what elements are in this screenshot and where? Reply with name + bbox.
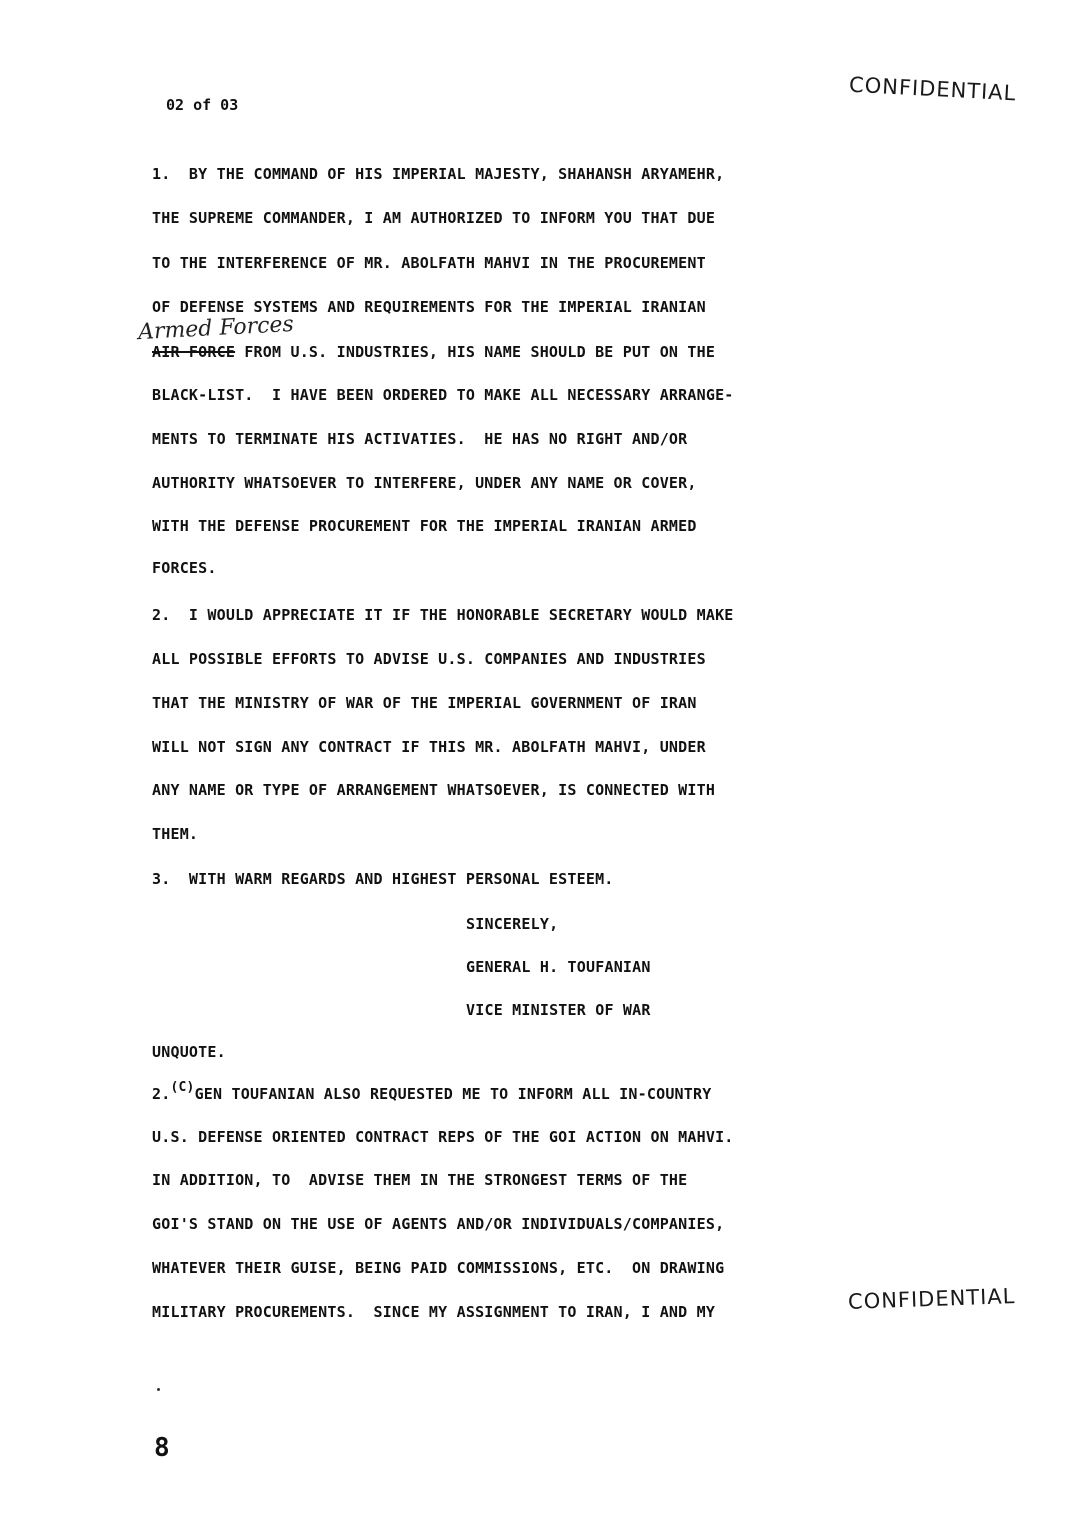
classification-mark: (C) [170,1080,195,1095]
paragraph-number: 2. [152,1085,171,1103]
text-line: FORCES. [152,559,217,577]
text-line: BLACK-LIST. I HAVE BEEN ORDERED TO MAKE ALL NECESSARY ARRANGE- [152,386,734,404]
text-line: ALL POSSIBLE EFFORTS TO ADVISE U.S. COMPANIES AND INDUSTRIES [152,650,706,668]
text-line: WHATEVER THEIR GUISE, BEING PAID COMMISSIONS, ETC. ON DRAWING [152,1259,725,1277]
text-line: ANY NAME OR TYPE OF ARRANGEMENT WHATSOEVER, IS CONNECTED WITH [152,781,716,799]
struck-text: AIR FORCE [152,343,236,361]
text-line: THAT THE MINISTRY OF WAR OF THE IMPERIAL GOVERNMENT OF IRAN [152,694,697,712]
text-line: 3. WITH WARM REGARDS AND HIGHEST PERSONAL ESTEEM. [152,870,614,888]
classification-stamp-bottom: CONFIDENTIAL [847,1284,1016,1314]
signature-closing: SINCERELY, [466,915,559,933]
text-line: 2. I WOULD APPRECIATE IT IF THE HONORABLE SECRETARY WOULD MAKE [152,606,734,624]
text-line: WILL NOT SIGN ANY CONTRACT IF THIS MR. ABOLFATH MAHVI, UNDER [152,738,706,756]
page-number: 8 [154,1433,170,1463]
text-line: GOI'S STAND ON THE USE OF AGENTS AND/OR INDIVIDUALS/COMPANIES, [152,1215,725,1233]
text-line-rest: GEN TOUFANIAN ALSO REQUESTED ME TO INFORM ALL IN-COUNTRY [194,1085,712,1103]
text-line-with-strike [152,343,715,361]
text-line: AUTHORITY WHATSOEVER TO INTERFERE, UNDER ANY NAME OR COVER, [152,474,697,492]
classification-stamp-top: CONFIDENTIAL [848,72,1017,106]
text-line: MENTS TO TERMINATE HIS ACTIVATIES. HE HAS NO RIGHT AND/OR [152,430,688,448]
unquote: UNQUOTE. [152,1043,226,1061]
text-line: THEM. [152,825,199,843]
text-line: TO THE INTERFERENCE OF MR. ABOLFATH MAHVI IN THE PROCUREMENT [152,254,706,272]
text-line: OF DEFENSE SYSTEMS AND REQUIREMENTS FOR THE IMPERIAL IRANIAN [152,298,706,316]
text-line: 1. BY THE COMMAND OF HIS IMPERIAL MAJESTY, SHAHANSH ARYAMEHR, [152,165,725,183]
text-line [152,1080,712,1103]
signature-name: GENERAL H. TOUFANIAN [466,958,651,976]
scan-speck [157,1388,160,1391]
text-line: WITH THE DEFENSE PROCUREMENT FOR THE IMPERIAL IRANIAN ARMED [152,517,697,535]
handwritten-insert: Armed Forces [137,311,295,346]
text-line: IN ADDITION, TO ADVISE THEM IN THE STRONGEST TERMS OF THE [152,1171,688,1189]
text-line: U.S. DEFENSE ORIENTED CONTRACT REPS OF THE GOI ACTION ON MAHVI. [152,1128,734,1146]
text-line-rest: FROM U.S. INDUSTRIES, HIS NAME SHOULD BE PUT ON THE [244,343,716,361]
page-indicator: 02 of 03 [166,96,239,114]
text-line: THE SUPREME COMMANDER, I AM AUTHORIZED TO INFORM YOU THAT DUE [152,209,716,227]
text-line: MILITARY PROCUREMENTS. SINCE MY ASSIGNMENT TO IRAN, I AND MY [152,1303,716,1321]
signature-title: VICE MINISTER OF WAR [466,1001,651,1019]
